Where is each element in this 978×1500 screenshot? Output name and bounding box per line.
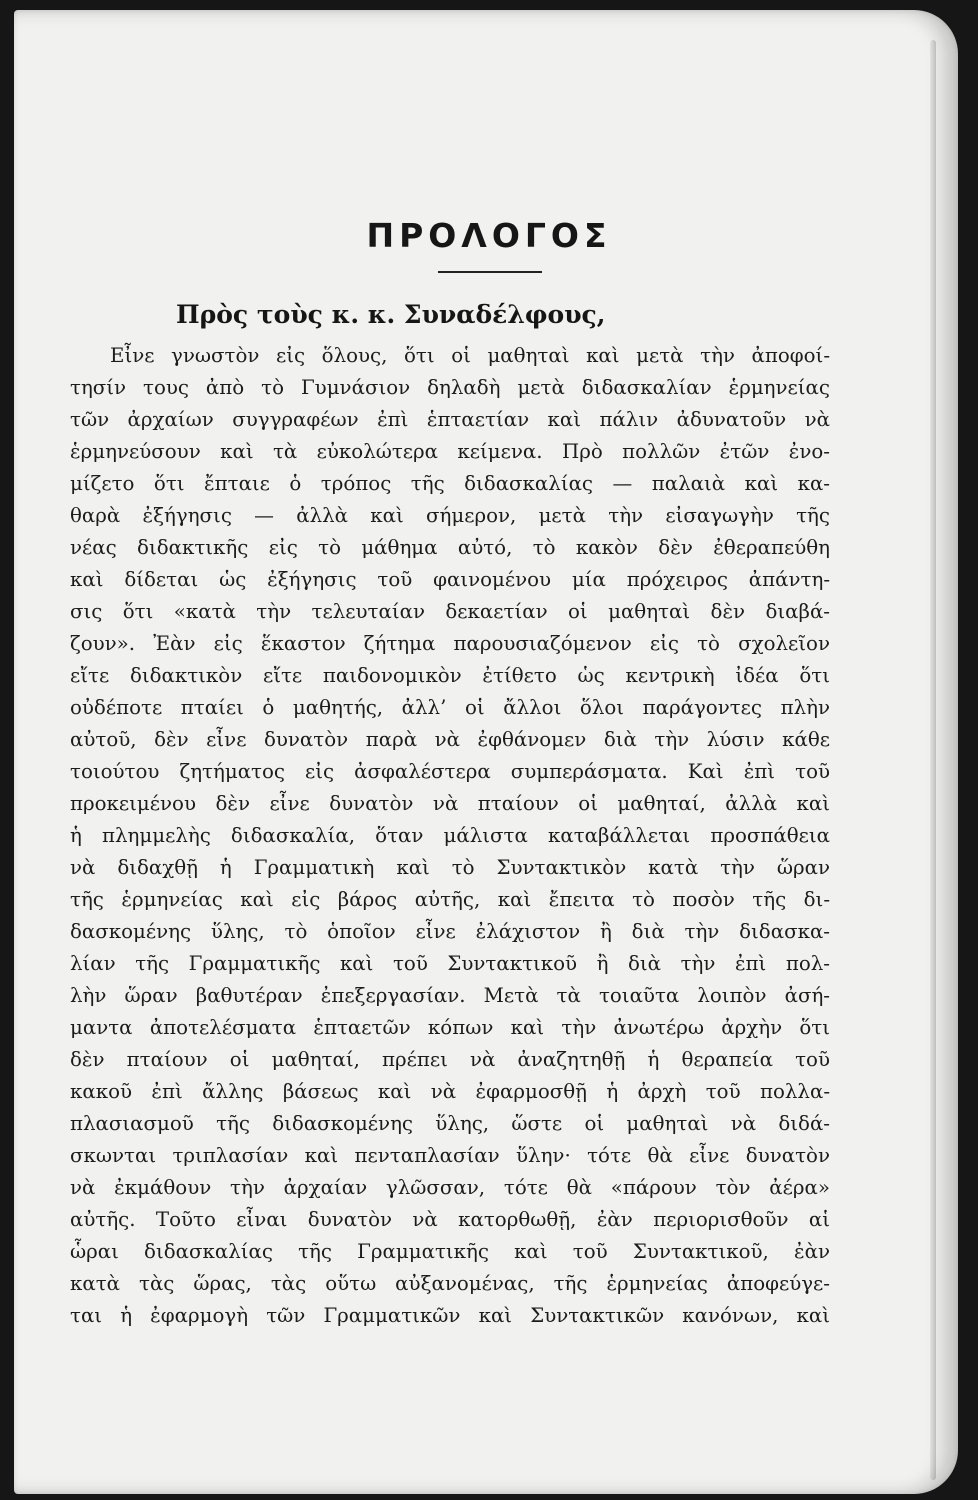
title-divider xyxy=(438,271,542,273)
text-line: μαντα ἀποτελέσματα ἑπταετῶν κόπων καὶ τὴν ἀνωτέρω ἀρχὴν ὅτι xyxy=(70,1016,830,1039)
text-line: κατὰ τὰς ὥρας, τὰς οὕτω αὐξανομένας, τῆς ἑρμηνείας ἀποφεύγε- xyxy=(70,1272,830,1295)
text-line: ἑρμηνεύσουν καὶ τὰ εὐκολώτερα κείμενα. Πρὸ πολλῶν ἐτῶν ἐνο- xyxy=(70,440,830,463)
text-line: ται ἡ ἐφαρμογὴ τῶν Γραμματικῶν καὶ Συντακτικῶν κανόνων, καὶ xyxy=(70,1304,830,1327)
text-line: νὰ διδαχθῇ ἡ Γραμματικὴ καὶ τὸ Συντακτικὸν κατὰ τὴν ὥραν xyxy=(70,856,830,879)
text-line: πλασιασμοῦ τῆς διδασκομένης ὕλης, ὥστε οἱ μαθηταὶ νὰ διδά- xyxy=(70,1112,830,1135)
text-line: δὲν πταίουν οἱ μαθηταί, πρέπει νὰ ἀναζητηθῇ ἡ θεραπεία τοῦ xyxy=(70,1048,830,1071)
text-line: νὰ ἐκμάθουν τὴν ἀρχαίαν γλῶσσαν, τότε θὰ «πάρουν τὸν ἀέρα» xyxy=(70,1176,830,1199)
text-line: τῆς ἑρμηνείας καὶ εἰς βάρος αὐτῆς, καὶ ἔπειτα τὸ ποσὸν τῆς δι- xyxy=(70,888,830,911)
salutation: Πρὸς τοὺς κ. κ. Συναδέλφους, xyxy=(176,300,606,329)
text-line: σις ὅτι «κατὰ τὴν τελευταίαν δεκαετίαν οἱ μαθηταὶ δὲν διαβά- xyxy=(70,600,830,623)
text-line: τοιούτου ζητήματος εἰς ἀσφαλέστερα συμπεράσματα. Καὶ ἐπὶ τοῦ xyxy=(70,760,830,783)
text-line: Εἶνε γνωστὸν εἰς ὅλους, ὅτι οἱ μαθηταὶ καὶ μετὰ τὴν ἀποφοί- xyxy=(110,344,830,367)
text-line: ζουν». Ἐὰν εἰς ἕκαστον ζήτημα παρουσιαζόμενον εἰς τὸ σχολεῖον xyxy=(70,632,830,655)
page-edge-shadow xyxy=(930,40,936,1480)
text-line: λὴν ὥραν βαθυτέραν ἐπεξεργασίαν. Μετὰ τὰ τοιαῦτα λοιπὸν ἀσή- xyxy=(70,984,830,1007)
text-line: προκειμένου δὲν εἶνε δυνατὸν νὰ πταίουν οἱ μαθηταί, ἀλλὰ καὶ xyxy=(70,792,830,815)
preface-body xyxy=(70,340,830,1332)
text-line: εἴτε διδακτικὸν εἴτε παιδονομικὸν ἐτίθετο ὡς κεντρικὴ ἰδέα ὅτι xyxy=(70,664,830,687)
text-line: τῶν ἀρχαίων συγγραφέων ἐπὶ ἑπταετίαν καὶ πάλιν ἀδυνατοῦν νὰ xyxy=(70,408,830,431)
text-line: οὐδέποτε πταίει ὁ μαθητής, ἀλλ’ οἱ ἄλλοι ὅλοι παράγοντες πλὴν xyxy=(70,696,830,719)
text-line: λίαν τῆς Γραμματικῆς καὶ τοῦ Συντακτικοῦ ἢ διὰ τὴν ἐπὶ πολ- xyxy=(70,952,830,975)
text-line: θαρὰ ἐξήγησις — ἀλλὰ καὶ σήμερον, μετὰ τὴν εἰσαγωγὴν τῆς xyxy=(70,504,830,527)
text-line: δασκομένης ὕλης, τὸ ὁποῖον εἶνε ἐλάχιστον ἢ διὰ τὴν διδασκα- xyxy=(70,920,830,943)
text-line: αὐτῆς. Τοῦτο εἶναι δυνατὸν νὰ κατορθωθῇ, ἐὰν περιορισθοῦν αἱ xyxy=(70,1208,830,1231)
text-line: ἡ πλημμελὴς διδασκαλία, ὅταν μάλιστα καταβάλλεται προσπάθεια xyxy=(70,824,830,847)
text-line: νέας διδακτικῆς εἰς τὸ μάθημα αὐτό, τὸ κακὸν δὲν ἐθεραπεύθη xyxy=(70,536,830,559)
text-line: κακοῦ ἐπὶ ἄλλης βάσεως καὶ νὰ ἐφαρμοσθῇ ἡ ἀρχὴ τοῦ πολλα- xyxy=(70,1080,830,1103)
text-line: τησίν τους ἀπὸ τὸ Γυμνάσιον δηλαδὴ μετὰ διδασκαλίαν ἑρμηνείας xyxy=(70,376,830,399)
text-line: σκωνται τριπλασίαν καὶ πενταπλασίαν ὕλην· τότε θὰ εἶνε δυνατὸν xyxy=(70,1144,830,1167)
page-title: ΠΡΟΛΟΓΟΣ xyxy=(366,216,612,255)
text-line: μίζετο ὅτι ἔπταιε ὁ τρόπος τῆς διδασκαλίας — παλαιὰ καὶ κα- xyxy=(70,472,830,495)
text-line: καὶ δίδεται ὡς ἐξήγησις τοῦ φαινομένου μία πρόχειρος ἀπάντη- xyxy=(70,568,830,591)
text-line: αὐτοῦ, δὲν εἶνε δυνατὸν παρὰ νὰ ἐφθάνομεν διὰ τὴν λύσιν κάθε xyxy=(70,728,830,751)
text-line: ὧραι διδασκαλίας τῆς Γραμματικῆς καὶ τοῦ Συντακτικοῦ, ἐὰν xyxy=(70,1240,830,1263)
